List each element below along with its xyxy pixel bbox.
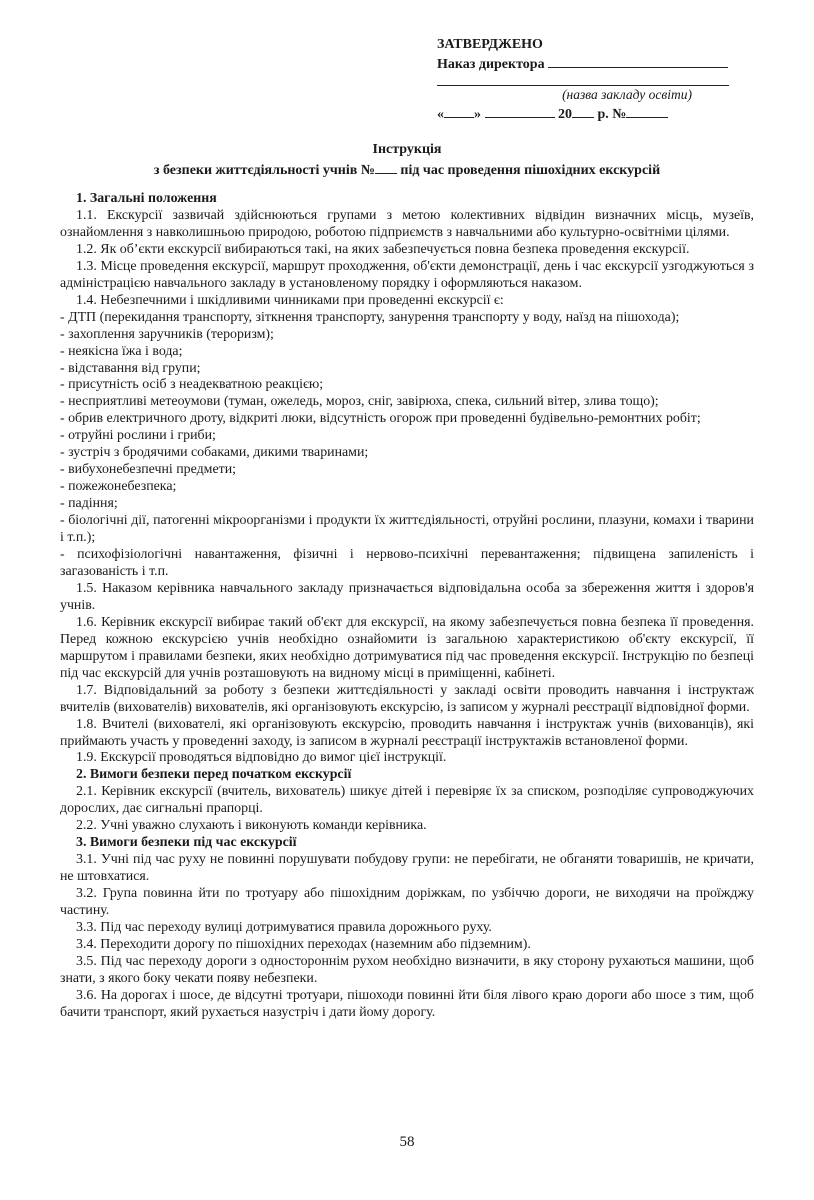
paragraph-1-6: 1.6. Керівник екскурсії вибирає такий об'єкт для екскурсії, на якому забезпечується повна безпека її проведення. Перед кожною екскурсією учнів необхідно ознайомити із загальною характеристикою об'єкту екскурсії, її маршрутом і правилами безпеки, яких необхідно дотримуватися під час проведення екскурсії. Інструкцію по безпеці під час екскурсій для учнів розташовують на видному місці в приміщенні, кабінеті. — [60, 614, 754, 681]
number-blank — [626, 104, 668, 118]
title-number-blank — [375, 160, 397, 174]
order-label: Наказ директора — [437, 57, 545, 72]
institution-blank — [437, 74, 729, 86]
title-line-2-before: з безпеки життєдіяльності учнів № — [153, 163, 375, 178]
hazard-item: - падіння; — [60, 496, 118, 512]
hazard-item: - обрив електричного дроту, відкриті люки, відсутність огорож при проведенні будівельно-ремонтних робіт; — [60, 411, 701, 427]
paragraph-3-1: 3.1. Учні під час руху не повинні порушувати побудову групи: не перебігати, не обганяти товаришів, не кричати, не штовхатися. — [60, 852, 754, 885]
hazard-item: - захоплення заручників (тероризм); — [60, 326, 274, 342]
paragraph-1-3: 1.3. Місце проведення екскурсії, маршрут проходження, об'єкти демонстрації, день і час екскурсії узгоджуються з адміністрацією навчального закладу в установленому порядку і оформляються наказом. — [60, 258, 754, 291]
title-line-2-after: під час проведення пішохідних екскурсій — [400, 163, 661, 178]
paragraph-1-2: 1.2. Як об’єкти екскурсії вибираються такі, на яких забезпечується повна безпека проведення екскурсії. — [76, 241, 690, 257]
paragraph-1-9: 1.9. Екскурсії проводяться відповідно до вимог цієї інструкції. — [76, 750, 447, 766]
document-title — [60, 140, 754, 181]
approval-block — [437, 36, 757, 124]
paragraph-1-8: 1.8. Вчителі (вихователі, які організовують екскурсію, проводить навчання і інструктаж учнів (вихованців), які приймають участь у проведенні заходу, із записом в журналі реєстрації інструктажів встановленої форми. — [60, 716, 754, 749]
hazard-item: - біологічні дії, патогенні мікроорганізми і продукти їх життєдіяльності, отруйні рослини, плазуни, комахи і тварини і т.п.); — [60, 513, 754, 546]
paragraph-1-5: 1.5. Наказом керівника навчального закладу призначається відповідальна особа за збереження життя і здоров'я учнів. — [60, 580, 754, 613]
section-heading-2: 2. Вимоги безпеки перед початком екскурсії — [76, 767, 352, 783]
paragraph-2-1: 2.1. Керівник екскурсії (вчитель, вихователь) шикує дітей і перевіряє їх за списком, розподіляє супроводжуючих дорослих, дає сигнальні прапорці. — [60, 784, 754, 817]
hazard-item: - вибухонебезпечні предмети; — [60, 462, 236, 478]
page-number: 58 — [399, 1134, 415, 1150]
section-heading-3: 3. Вимоги безпеки під час екскурсії — [76, 835, 297, 851]
hazard-item: - присутність осіб з неадекватною реакцією; — [60, 377, 324, 393]
year-suffix: р. № — [597, 107, 627, 122]
order-blank — [548, 54, 728, 68]
document-body — [60, 191, 754, 1022]
institution-hint: (назва закладу освіти) — [562, 87, 692, 102]
hazard-item: - психофізіологічні навантаження, фізичні і нервово-психічні перевантаження; підвищена запиленість і загазованість і т.п. — [60, 547, 754, 579]
hazard-item: - неякісна їжа і вода; — [60, 343, 183, 359]
hazard-item: - несприятливі метеоумови (туман, ожеледь, мороз, сніг, завірюха, спека, сильний вітер, злива тощо); — [60, 394, 659, 410]
paragraph-1-7: 1.7. Відповідальний за роботу з безпеки життєдіяльності у закладі освіти проводить навчання і інструктаж вчителів (вихователів) вихователів, які організовують екскурсію, із записом у журналі реєстрації відповідної форми. — [60, 682, 754, 715]
hazard-item: - відставання від групи; — [60, 360, 201, 376]
date-line — [437, 104, 757, 124]
paragraph-3-4: 3.4. Переходити дорогу по пішохідних переходах (наземним або підземним). — [76, 936, 531, 952]
approved-label: ЗАТВЕРДЖЕНО — [437, 37, 543, 52]
hazard-item: - зустріч з бродячими собаками, дикими тваринами; — [60, 445, 369, 461]
paragraph-1-1: 1.1. Екскурсії зазвичай здійснюються групами з метою колективних відвідин визначних місць, музеїв, ознайомлення з навколишньою природою, роботою підприємств з навчальними або культурно-освітніми цілями. — [60, 207, 754, 240]
paragraph-3-2: 3.2. Група повинна йти по тротуару або пішохідним доріжкам, по узбіччю дороги, не виходячи на проїжджу частину. — [60, 886, 754, 919]
hazard-item: - пожежонебезпека; — [60, 479, 177, 495]
year-prefix: 20 — [558, 107, 572, 122]
paragraph-3-3: 3.3. Під час переходу вулиці дотримуватися правила дорожнього руху. — [76, 919, 492, 935]
date-close-quote: » — [474, 107, 481, 122]
paragraph-1-4: 1.4. Небезпечними і шкідливими чинниками при проведенні екскурсії є: — [76, 292, 504, 308]
paragraph-2-2: 2.2. Учні уважно слухають і виконують команди керівника. — [76, 818, 427, 834]
month-blank — [485, 104, 555, 118]
section-heading-1: 1. Загальні положення — [76, 191, 217, 206]
paragraph-3-5: 3.5. Під час переходу дороги з одностороннім рухом необхідно визначити, в яку сторону рухаються машини, щоб знати, з якого боку чекати появу небезпеки. — [60, 953, 754, 986]
date-open-quote: « — [437, 107, 444, 122]
day-blank — [444, 104, 474, 118]
title-line-2 — [60, 160, 754, 181]
hazard-item: - отруйні рослини і гриби; — [60, 428, 216, 444]
title-line-1: Інструкція — [372, 142, 442, 157]
order-line — [437, 54, 757, 74]
hazard-item: - ДТП (перекидання транспорту, зіткнення транспорту, занурення транспорту у воду, наїзд на пішохода); — [60, 309, 680, 325]
year-blank — [572, 104, 594, 118]
paragraph-3-6: 3.6. На дорогах і шосе, де відсутні тротуари, пішоходи повинні йти біля лівого краю дороги або шосе з тим, щоб бачити транспорт, який рухається назустріч і дати йому дорогу. — [60, 987, 754, 1020]
